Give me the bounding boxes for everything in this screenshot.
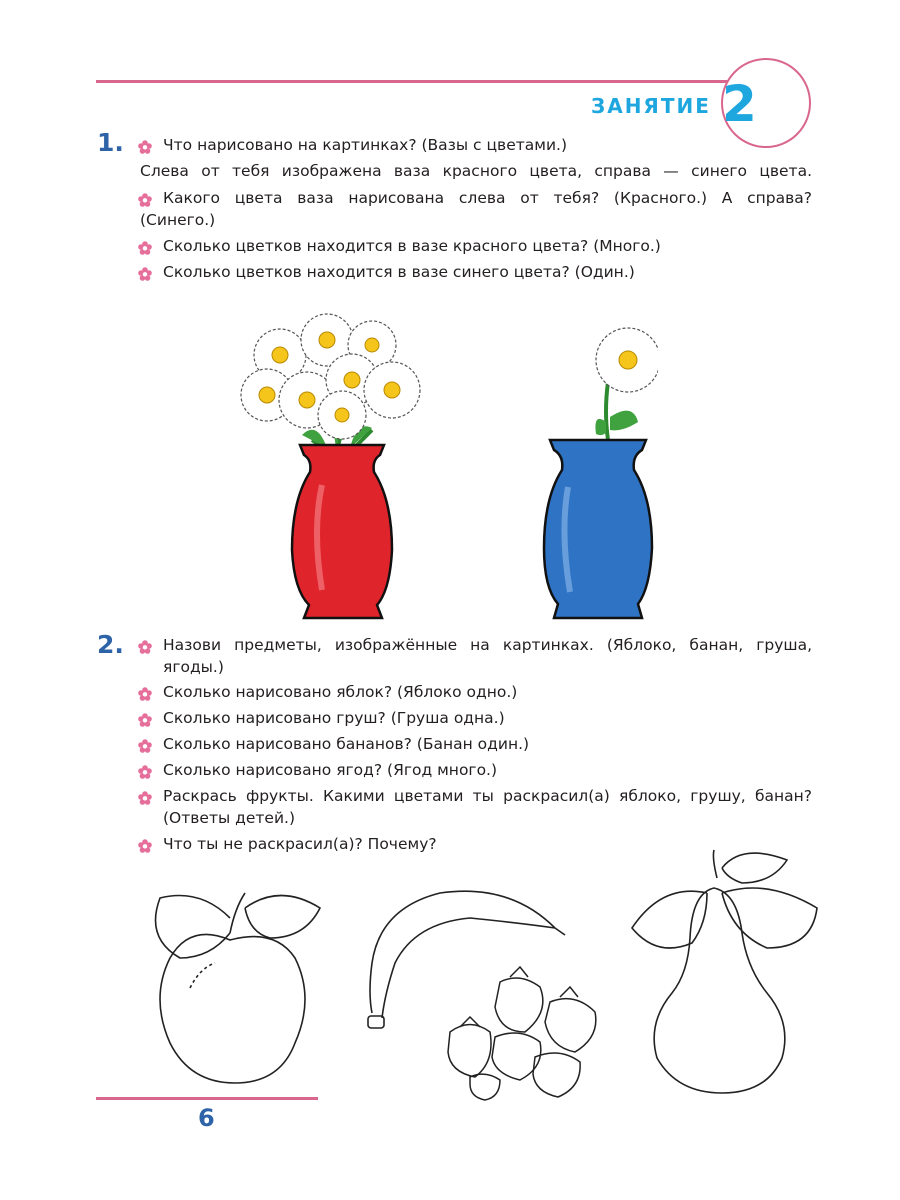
red-vase-with-daisies-image — [232, 300, 442, 620]
task-2-line-4: Сколько нарисовано груш? (Груша одна.) — [140, 707, 812, 730]
flower-bullet-icon — [138, 140, 152, 154]
task-1-line-6: Сколько цветков находится в вазе синего цвета? (Один.) — [140, 261, 812, 284]
task-2-number: 2. — [97, 630, 124, 659]
flower-bullet-icon — [138, 765, 152, 779]
task-1-line-4: (Синего.) — [140, 211, 216, 229]
flower-bullet-icon — [138, 791, 152, 805]
flower-bullet-icon — [138, 687, 152, 701]
flower-bullet-icon — [138, 193, 152, 207]
task-1-line-5: Сколько цветков находится в вазе красного цвета? (Много.) — [140, 235, 812, 258]
task-1-line-2: Слева от тебя изображена ваза красного цвета, справа — синего цвета. — [140, 162, 812, 180]
page-number: 6 — [198, 1104, 215, 1132]
task-1-number: 1. — [97, 128, 124, 157]
task-2-line-5: Сколько нарисовано бананов? (Банан один.) — [140, 733, 812, 756]
task-2-line-7: Раскрась фрукты. Какими цветами ты раскрасил(а) яблоко, грушу, банан? — [140, 785, 812, 808]
pear-outline-image — [622, 848, 827, 1098]
task-2-line-8: (Ответы детей.) — [163, 809, 296, 827]
task-1-line-3: Какого цвета ваза нарисована слева от тебя? (Красного.) А справа? — [140, 187, 812, 210]
task-2-line-1: Назови предметы, изображённые на картинках. (Яблоко, банан, груша, — [140, 634, 812, 657]
blue-vase-with-daisy-image — [538, 322, 658, 620]
task-1-line-1: Что нарисовано на картинках? (Вазы с цветами.) — [140, 134, 812, 157]
task-2-line-3: Сколько нарисовано яблок? (Яблоко одно.) — [140, 681, 812, 704]
flower-bullet-icon — [138, 713, 152, 727]
strawberries-outline-image — [440, 962, 610, 1102]
flower-bullet-icon — [138, 267, 152, 281]
task-2-line-6: Сколько нарисовано ягод? (Ягод много.) — [140, 759, 812, 782]
flower-bullet-icon — [138, 241, 152, 255]
task-2-line-9: Что ты не раскрасил(а)? Почему? — [140, 833, 812, 856]
bottom-rule — [96, 1097, 318, 1100]
apple-outline-image — [130, 878, 340, 1093]
lesson-number: 2 — [722, 75, 757, 133]
flower-bullet-icon — [138, 739, 152, 753]
flower-bullet-icon — [138, 640, 152, 654]
task-2-line-2: ягоды.) — [163, 658, 224, 676]
flower-bullet-icon — [138, 839, 152, 853]
top-rule — [96, 80, 736, 83]
lesson-title: ЗАНЯТИЕ — [591, 94, 711, 118]
